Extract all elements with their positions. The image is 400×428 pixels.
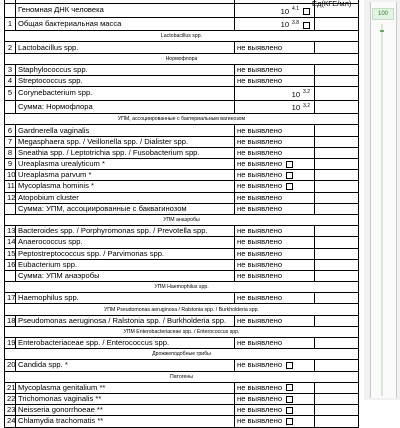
- analyte-name: Candida spp. *: [16, 360, 235, 371]
- table-row: [5, 159, 359, 170]
- table-row: [5, 315, 359, 326]
- row-number: [5, 270, 16, 281]
- result-value: не выявлено: [237, 237, 283, 247]
- result-cell: [235, 203, 315, 214]
- flag-cell: [315, 100, 359, 114]
- flag-cell: [315, 382, 359, 393]
- checkbox-icon[interactable]: [286, 418, 293, 425]
- table-row: [5, 100, 359, 114]
- result-value: не выявлено: [237, 181, 283, 191]
- flag-cell: [315, 203, 359, 214]
- table-row: [5, 226, 359, 237]
- flag-cell: [315, 237, 359, 248]
- result-value: не выявлено: [237, 394, 283, 404]
- row-number: 15: [5, 248, 16, 259]
- result-cell: [235, 393, 315, 404]
- section-title: УПМ Haemophilus spp.: [5, 282, 359, 293]
- row-number: 24: [5, 416, 16, 427]
- row-number: [5, 100, 16, 114]
- checkbox-icon[interactable]: [286, 161, 293, 168]
- row-number: 12: [5, 192, 16, 203]
- table-row: [5, 87, 359, 101]
- table-row: [5, 76, 359, 87]
- table-row: [5, 248, 359, 259]
- result-value: 10: [291, 89, 301, 99]
- result-cell: [235, 136, 315, 147]
- right-panel: [364, 0, 400, 400]
- result-cell: [235, 360, 315, 371]
- table-row: [5, 237, 359, 248]
- result-exponent: 3.2: [303, 102, 310, 109]
- flag-cell: [315, 181, 359, 192]
- section-title: УПМ анаэробы: [5, 214, 359, 225]
- analyte-name: Anaerococcus spp.: [16, 237, 235, 248]
- table-row: [5, 17, 359, 31]
- zoom-level[interactable]: 100: [372, 8, 394, 20]
- table-row: [5, 64, 359, 75]
- flag-cell: [315, 226, 359, 237]
- analyte-name: Ureaplasma urealyticum *: [16, 159, 235, 170]
- flag-cell: [315, 4, 359, 18]
- result-value: не выявлено: [237, 248, 283, 258]
- result-cell: [235, 270, 315, 281]
- result-value: не выявлено: [237, 203, 283, 213]
- result-cell: [235, 315, 315, 326]
- table-row: [5, 136, 359, 147]
- result-value: не выявлено: [237, 270, 283, 280]
- result-value: не выявлено: [237, 315, 283, 325]
- section-header-row: [5, 282, 359, 293]
- result-cell: [235, 76, 315, 87]
- analyte-name: Streptococcus spp.: [16, 76, 235, 87]
- section-header-row: [5, 214, 359, 225]
- analyte-name: Atopobium cluster: [16, 192, 235, 203]
- flag-cell: [315, 259, 359, 270]
- row-number: 6: [5, 125, 16, 136]
- result-exponent: 4.1: [292, 6, 299, 13]
- row-number: 20: [5, 360, 16, 371]
- row-number: 7: [5, 136, 16, 147]
- flag-cell: [315, 315, 359, 326]
- row-number: [5, 203, 16, 214]
- table-row: [5, 293, 359, 304]
- result-value: не выявлено: [237, 125, 283, 135]
- analyte-name: Сумма: Нормофлора: [16, 100, 235, 114]
- section-title: Lactobacillus spp.: [5, 31, 359, 42]
- table-row: [5, 416, 359, 427]
- flag-cell: [315, 64, 359, 75]
- row-number: 11: [5, 181, 16, 192]
- analyte-name: Sneathia spp. / Leptotrichia spp. / Fusobacterium spp.: [16, 147, 235, 158]
- result-cell: [235, 170, 315, 181]
- result-value: не выявлено: [237, 192, 283, 202]
- result-value: не выявлено: [237, 226, 283, 236]
- result-value: не выявлено: [237, 159, 283, 169]
- table-row: [5, 203, 359, 214]
- flag-cell: [315, 170, 359, 181]
- units-header-fragment: Ед(КГЕ/мл): [312, 0, 352, 8]
- result-value: 10: [280, 6, 290, 16]
- row-number: 19: [5, 338, 16, 349]
- section-title: УПМ, ассоциированные с бактериальным вагинозом: [5, 114, 359, 125]
- section-header-row: [5, 371, 359, 382]
- result-value: не выявлено: [237, 76, 283, 86]
- result-cell: [235, 181, 315, 192]
- row-number: 1: [5, 17, 16, 31]
- row-number: 8: [5, 147, 16, 158]
- result-value: не выявлено: [237, 416, 283, 426]
- result-cell: [235, 125, 315, 136]
- checkbox-icon[interactable]: [303, 8, 310, 15]
- table-row: [5, 125, 359, 136]
- section-header-row: [5, 114, 359, 125]
- section-header-row: [5, 53, 359, 64]
- result-cell: [235, 405, 315, 416]
- analyte-name: Сумма: УПМ, ассоциированные с баквагинозом: [16, 203, 235, 214]
- flag-cell: [315, 393, 359, 404]
- flag-cell: [315, 147, 359, 158]
- analyte-name: Gardnerella vaginalis: [16, 125, 235, 136]
- flag-cell: [315, 76, 359, 87]
- row-number: 18: [5, 315, 16, 326]
- result-value: не выявлено: [237, 259, 283, 269]
- flag-cell: [315, 87, 359, 101]
- analyte-name: Neisseria gonorrhoeae **: [16, 405, 235, 416]
- result-cell: [235, 192, 315, 203]
- flag-cell: [315, 42, 359, 53]
- table-row: [5, 360, 359, 371]
- result-value: не выявлено: [237, 293, 283, 303]
- row-number: 2: [5, 42, 16, 53]
- table-row: [5, 181, 359, 192]
- table-row: [5, 170, 359, 181]
- row-number: 9: [5, 159, 16, 170]
- analyte-name: Ureaplasma parvum *: [16, 170, 235, 181]
- result-value: не выявлено: [237, 338, 283, 348]
- analyte-name: Haemophilus spp.: [16, 293, 235, 304]
- analyte-name: Megasphaera spp. / Veillonella spp. / Dialister spp.: [16, 136, 235, 147]
- checkbox-icon[interactable]: [286, 407, 293, 414]
- checkbox-icon[interactable]: [286, 362, 293, 369]
- analyte-name: Bacteroides spp. / Porphyromonas spp. / Prevotella spp.: [16, 226, 235, 237]
- zoom-slider-track[interactable]: [381, 24, 383, 396]
- table-row: [5, 338, 359, 349]
- zoom-slider-handle[interactable]: [380, 30, 384, 32]
- analyte-name: Eubacterium spp.: [16, 259, 235, 270]
- result-value: не выявлено: [237, 147, 283, 157]
- result-exponent: 3.2: [303, 89, 310, 96]
- analyte-name: Mycoplasma genitalium **: [16, 382, 235, 393]
- result-cell: [235, 248, 315, 259]
- checkbox-icon[interactable]: [303, 22, 310, 29]
- row-number: 3: [5, 64, 16, 75]
- result-cell: [235, 226, 315, 237]
- zoom-rail: [370, 2, 397, 398]
- result-cell: [235, 382, 315, 393]
- row-number: 23: [5, 405, 16, 416]
- section-title: УПМ Enterobacteriaceae spp. / Enterococcus spp.: [5, 326, 359, 337]
- result-cell: [235, 4, 315, 18]
- row-number: 21: [5, 382, 16, 393]
- section-header-row: [5, 349, 359, 360]
- flag-cell: [315, 416, 359, 427]
- flag-cell: [315, 360, 359, 371]
- checkbox-icon[interactable]: [286, 384, 293, 391]
- analyte-name: Staphylococcus spp.: [16, 64, 235, 75]
- table-row: [5, 147, 359, 158]
- analyte-name: Chlamydia trachomatis **: [16, 416, 235, 427]
- result-cell: [235, 100, 315, 114]
- result-cell: [235, 237, 315, 248]
- result-value: 10: [280, 20, 290, 30]
- flag-cell: [315, 125, 359, 136]
- checkbox-icon[interactable]: [286, 396, 293, 403]
- result-cell: [235, 42, 315, 53]
- flag-cell: [315, 17, 359, 31]
- result-value: не выявлено: [237, 382, 283, 392]
- result-cell: [235, 293, 315, 304]
- results-table: [4, 0, 359, 428]
- analyte-name: Corynebacterium spp.: [16, 87, 235, 101]
- result-value: 10: [291, 103, 301, 113]
- analyte-name: Общая бактериальная масса: [16, 17, 235, 31]
- analyte-name: Enterobacteriaceae spp. / Enterococcus spp.: [16, 338, 235, 349]
- section-header-row: [5, 326, 359, 337]
- flag-cell: [315, 270, 359, 281]
- row-number: 22: [5, 393, 16, 404]
- analyte-name: Trichomonas vaginalis **: [16, 393, 235, 404]
- analyte-name: Lactobacillus spp.: [16, 42, 235, 53]
- section-title: Нормофлора: [5, 53, 359, 64]
- analyte-name: Сумма: УПМ анаэробы: [16, 270, 235, 281]
- row-number: 17: [5, 293, 16, 304]
- table-row: [5, 192, 359, 203]
- result-value: не выявлено: [237, 360, 283, 370]
- flag-cell: [315, 136, 359, 147]
- row-number: 5: [5, 87, 16, 101]
- result-cell: [235, 416, 315, 427]
- table-row: [5, 405, 359, 416]
- table-row: [5, 42, 359, 53]
- table-row: [5, 259, 359, 270]
- result-exponent: 3.8: [292, 19, 299, 26]
- checkbox-icon[interactable]: [286, 183, 293, 190]
- table-row: [5, 270, 359, 281]
- flag-cell: [315, 192, 359, 203]
- table-row: [5, 4, 359, 18]
- section-title: Дрожжеподобные грибы: [5, 349, 359, 360]
- result-cell: [235, 64, 315, 75]
- section-header-row: [5, 304, 359, 315]
- row-number: 16: [5, 259, 16, 270]
- result-cell: [235, 17, 315, 31]
- result-value: не выявлено: [237, 405, 283, 415]
- result-cell: [235, 147, 315, 158]
- row-number: 14: [5, 237, 16, 248]
- analyte-name: Геномная ДНК человека: [16, 4, 235, 18]
- analyte-name: Mycoplasma hominis *: [16, 181, 235, 192]
- flag-cell: [315, 293, 359, 304]
- result-value: не выявлено: [237, 136, 283, 146]
- row-number: [5, 4, 16, 18]
- result-cell: [235, 159, 315, 170]
- result-cell: [235, 259, 315, 270]
- flag-cell: [315, 248, 359, 259]
- result-value: не выявлено: [237, 64, 283, 74]
- result-cell: [235, 338, 315, 349]
- result-value: не выявлено: [237, 42, 283, 52]
- table-row: [5, 382, 359, 393]
- row-number: 4: [5, 76, 16, 87]
- flag-cell: [315, 405, 359, 416]
- row-number: 10: [5, 170, 16, 181]
- analyte-name: Peptostreptococcus spp. / Parvimonas spp.: [16, 248, 235, 259]
- analyte-name: Pseudomonas aeruginosa / Ralstonia spp. / Burkholderia spp.: [16, 315, 235, 326]
- result-value: не выявлено: [237, 170, 283, 180]
- row-number: 13: [5, 226, 16, 237]
- flag-cell: [315, 338, 359, 349]
- table-row: [5, 393, 359, 404]
- flag-cell: [315, 159, 359, 170]
- checkbox-icon[interactable]: [286, 172, 293, 179]
- section-title: УПМ Pseudomonas aeruginosa / Ralstonia spp. / Burkholderia spp.: [5, 304, 359, 315]
- result-cell: [235, 87, 315, 101]
- section-title: Патогены: [5, 371, 359, 382]
- section-header-row: [5, 31, 359, 42]
